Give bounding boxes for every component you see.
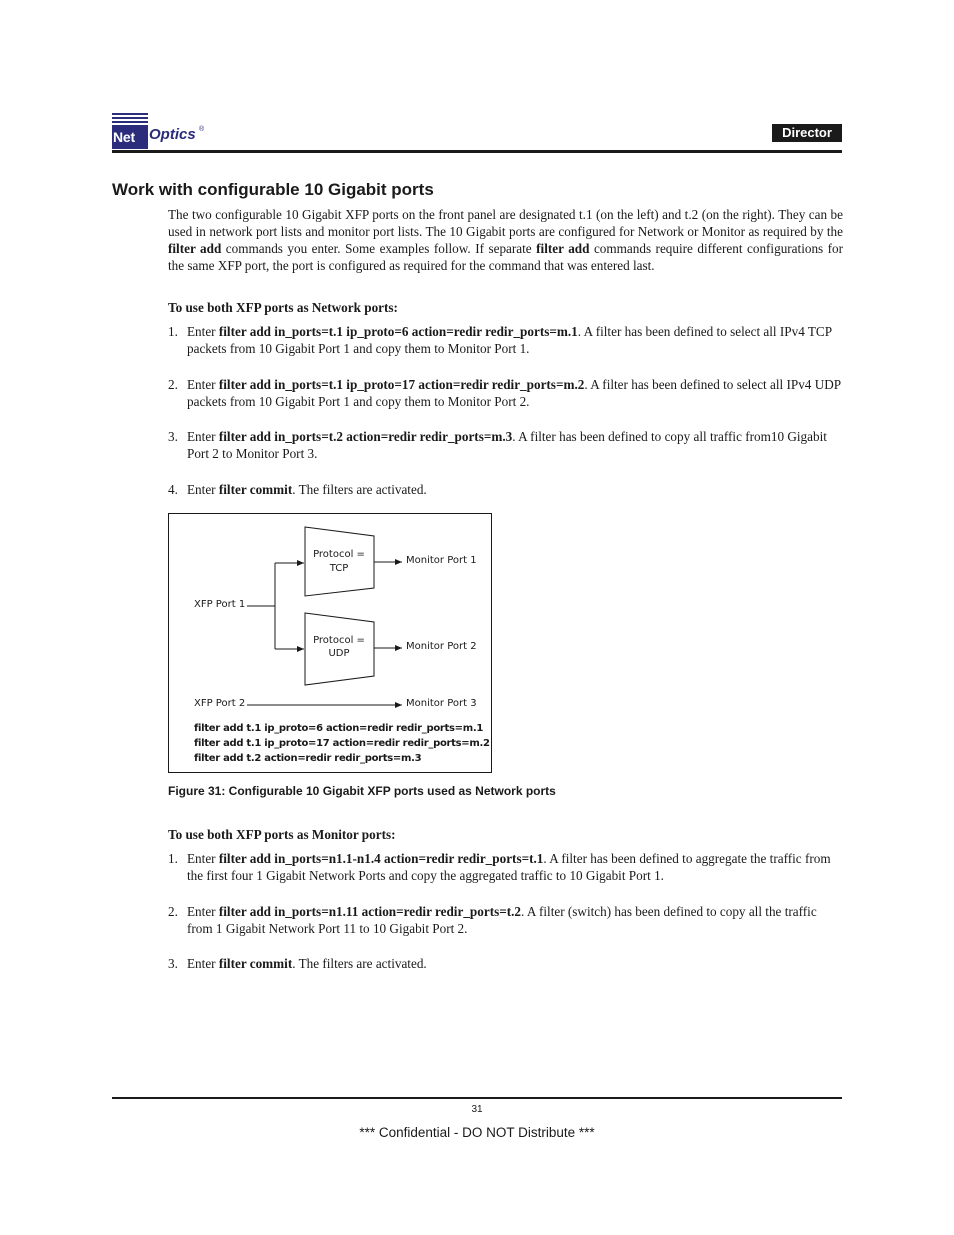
monitor-step-3: 3. Enter filter commit. The filters are activated.: [168, 956, 427, 971]
network-step-4: 4. Enter filter commit. The filters are activated.: [168, 482, 427, 497]
udp-filter-line1: Protocol =: [313, 635, 365, 646]
udp-filter-line2: UDP: [328, 648, 350, 659]
monitor-step-1: 1. Enter filter add in_ports=n1.1-n1.4 action=redir redir_ports=t.1. A filter has been defined to aggregate the traffic from the first four 1 Gigabit Network Ports and copy the aggregated traffic to 10 Gigabit Port 1.: [168, 851, 831, 883]
confidential-notice: *** Confidential - DO NOT Distribute ***: [359, 1125, 595, 1140]
figure-code-line-1: filter add t.1 ip_proto=6 action=redir redir_ports=m.1: [194, 723, 484, 734]
port-diagram: [168, 513, 492, 773]
monitor-heading: To use both XFP ports as Monitor ports:: [168, 827, 396, 842]
section-title: Work with configurable 10 Gigabit ports: [112, 180, 434, 199]
network-step-2: 2. Enter filter add in_ports=t.1 ip_proto=17 action=redir redir_ports=m.2. A filter has been defined to select all IPv4 UDP packets from 10 Gigabit Port 1 and copy them to Monitor Port 2.: [168, 377, 841, 409]
page-number: 31: [471, 1104, 483, 1115]
tcp-filter-shape: [305, 527, 374, 596]
figure-code-line-3: filter add t.2 action=redir redir_ports=m.3: [194, 753, 422, 764]
xfp-port-2-label: XFP Port 2: [194, 698, 246, 709]
logo-net-text: Net: [113, 129, 135, 145]
tcp-filter-line1: Protocol =: [313, 549, 365, 560]
logo-optics-text: Optics: [149, 126, 196, 143]
network-step-3: 3. Enter filter add in_ports=t.2 action=redir redir_ports=m.3. A filter has been defined to copy all traffic from10 Gigabit Port 2 to Monitor Port 3.: [168, 429, 827, 461]
intro-paragraph: The two configurable 10 Gigabit XFP ports on the front panel are designated t.1 (on the left) and t.2 (on the right). They can be used in network port lists and monitor port lists. The 10 Gigabit ports are configured for Network or Monitor as required by the filter add commands you enter. Some examples follow. If separate filter add commands require different configurations for the same XFP port, the port is configured as required for the command that was entered last.: [168, 207, 844, 273]
monitor-port-3-label: Monitor Port 3: [406, 698, 477, 709]
header-rule: [112, 150, 842, 153]
network-heading: To use both XFP ports as Network ports:: [168, 300, 398, 315]
monitor-step-2: 2. Enter filter add in_ports=n1.11 action=redir redir_ports=t.2. A filter (switch) has been defined to copy all the traffic from 1 Gigabit Network Port 11 to 10 Gigabit Port 2.: [168, 904, 817, 936]
tcp-filter-line2: TCP: [329, 563, 349, 574]
xfp-port-1-label: XFP Port 1: [194, 599, 246, 610]
monitor-port-1-label: Monitor Port 1: [406, 555, 477, 566]
product-badge: Director: [772, 124, 842, 142]
logo-stripes: [112, 113, 148, 129]
figure-caption: Figure 31: Configurable 10 Gigabit XFP ports used as Network ports: [168, 784, 556, 798]
footer-rule: [112, 1097, 842, 1099]
monitor-port-2-label: Monitor Port 2: [406, 641, 477, 652]
logo-registered-mark: ®: [199, 126, 205, 133]
figure-code-line-2: filter add t.1 ip_proto=17 action=redir redir_ports=m.2: [194, 738, 490, 749]
network-step-1: 1. Enter filter add in_ports=t.1 ip_proto=6 action=redir redir_ports=m.1. A filter has been defined to select all IPv4 TCP packets from 10 Gigabit Port 1 and copy them to Monitor Port 1.: [168, 324, 832, 356]
